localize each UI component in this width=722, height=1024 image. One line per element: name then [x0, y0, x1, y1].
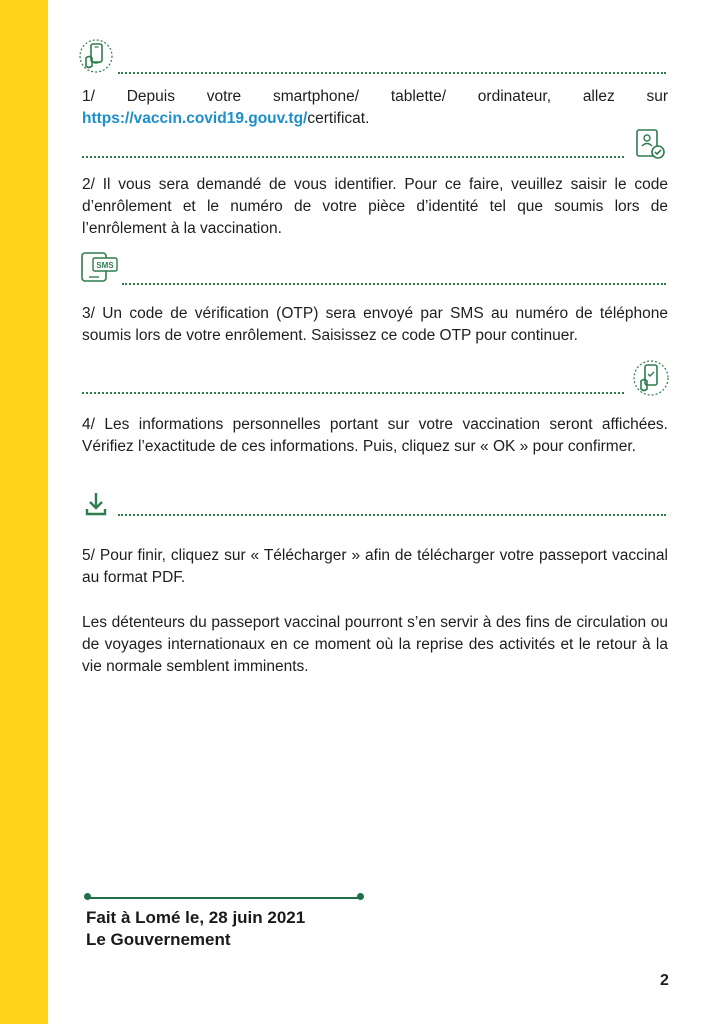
step-4-text: 4/ Les informations personnelles portant sur votre vaccination seront affichées. Vérifiez l’exactitude de ces informations. Puis, cliquez sur « OK » pour confirmer. — [82, 416, 668, 455]
yellow-sidebar — [0, 0, 48, 1024]
vaccination-link[interactable]: https://vaccin.covid19.gouv.tg/ — [82, 110, 308, 127]
dotted-separator — [122, 283, 666, 285]
step-2-text: 2/ Il vous sera demandé de vous identifier. Pour ce faire, veuillez saisir le code d’enrôlement et le numéro de votre pièce d’identité tel que soumis lors de l’enrôlement à la vaccination. — [82, 176, 668, 237]
page-number: 2 — [660, 972, 669, 989]
phone-hand-icon — [78, 38, 114, 81]
footer-date: Fait à Lomé le, 28 juin 2021 — [86, 908, 306, 927]
step-5-text: 5/ Pour finir, cliquez sur « Télécharger » afin de télécharger votre passeport vaccinal au format PDF. — [82, 547, 668, 586]
dotted-separator — [82, 156, 624, 158]
step-1-text: 1/ Depuis votre smartphone/ tablette/ ordinateur, allez sur https://vaccin.covid19.gouv.tg/certificat. — [82, 88, 668, 127]
phone-ok-icon — [632, 358, 670, 403]
footer-line-dot — [357, 893, 364, 900]
footer-divider — [86, 897, 360, 899]
id-card-check-icon — [632, 126, 668, 167]
sms-phone-icon — [80, 250, 120, 289]
step-3-text: 3/ Un code de vérification (OTP) sera envoyé par SMS au numéro de téléphone soumis lors de votre enrôlement. Saisissez ce code OTP pour continuer. — [82, 305, 668, 344]
download-icon — [84, 490, 108, 523]
footer-signature: Le Gouvernement — [86, 930, 231, 949]
closing-paragraph: Les détenteurs du passeport vaccinal pourront s’en servir à des fins de circulation ou de voyages internationaux en ce moment où la reprise des activités et le retour à la vie normale semblent imminents. — [82, 614, 668, 675]
dotted-separator — [82, 392, 624, 394]
dotted-separator — [118, 514, 666, 516]
sms-label: SMS — [96, 261, 114, 270]
dotted-separator — [118, 72, 666, 74]
